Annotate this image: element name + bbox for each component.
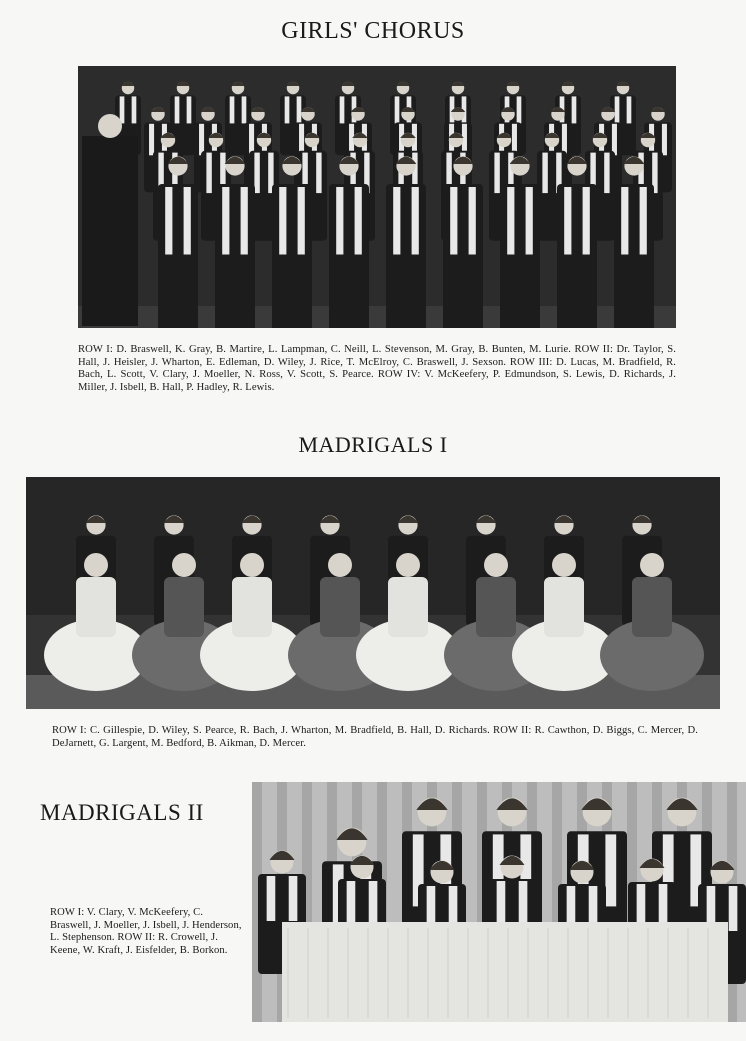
girls-chorus-photo [78,66,676,328]
madrigals-ii-photo [252,782,746,1022]
madrigals-ii-caption: ROW I: V. Clary, V. McKeefery, C. Braswell, J. Moeller, J. Isbell, J. Henderson, L. Stephenson. ROW II: R. Crowell, J. Keene, W. Kraft, J. Eisfelder, B. Borkon. [50,907,242,956]
girls-chorus-heading: GIRLS' CHORUS [281,18,465,44]
madrigals-ii-heading: MADRIGALS II [40,800,204,825]
madrigals-i-photo [26,477,720,709]
madrigals-i-caption: ROW I: C. Gillespie, D. Wiley, S. Pearce, R. Bach, J. Wharton, M. Bradfield, B. Hall, D. Richards. ROW II: R. Cawthon, D. Biggs, C. Mercer, D. DeJarnett, G. Largent, M. Bedford, B. Aikman, D. Mercer. [52,725,698,749]
madrigals-i-heading: MADRIGALS I [298,432,448,457]
girls-chorus-caption: ROW I: D. Braswell, K. Gray, B. Martire, L. Lampman, C. Neill, L. Stevenson, M. Gray, B. Bunten, M. Lurie. ROW II: Dr. Taylor, S. Hall, J. Heisler, J. Wharton, E. Edleman, D. Wiley, J. Rice, T. McElroy, C. Braswell, J. Sexson. ROW III: D. Lucas, M. Bradfield, R. Bach, L. Scott, V. Clary, J. Moeller, N. Ross, V. Scott, S. Pearce. ROW IV: V. McKeefery, P. Edmundson, S. Lewis, D. Richards, J. Miller, J. Isbell, B. Hall, P. Hadley, R. Lewis. [78,344,676,393]
